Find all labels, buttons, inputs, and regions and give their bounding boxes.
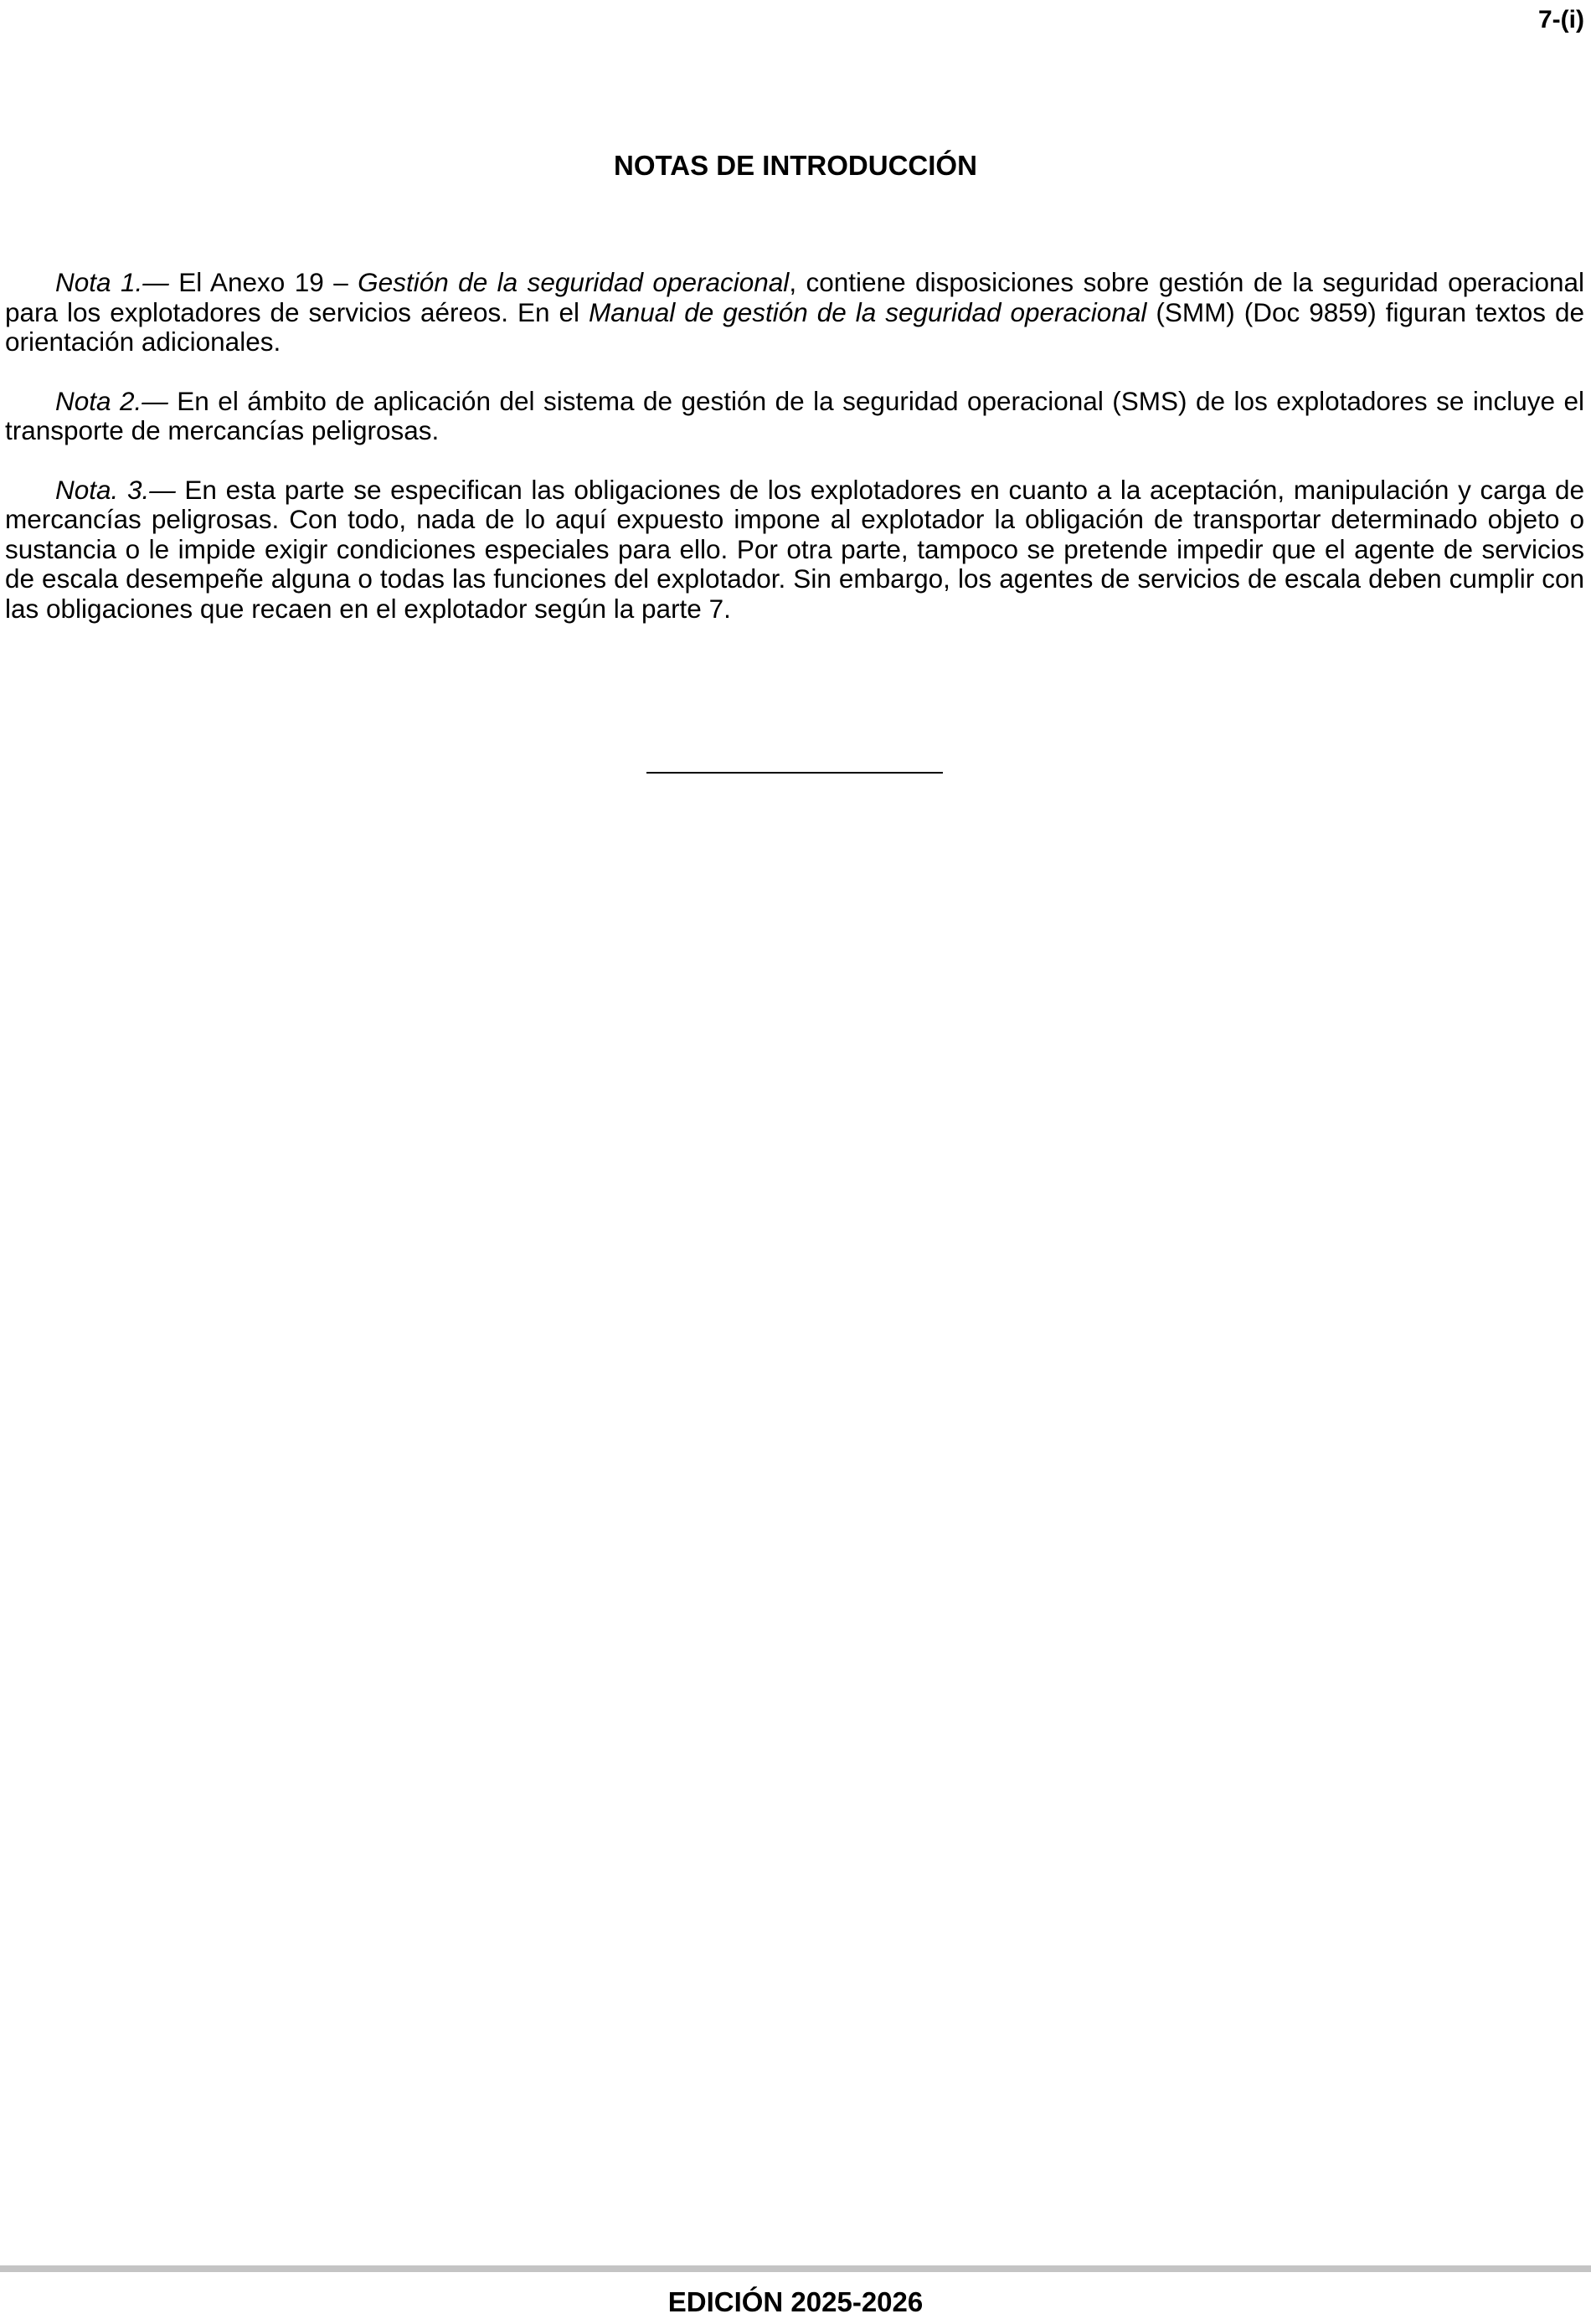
page-title: NOTAS DE INTRODUCCIÓN (614, 150, 977, 181)
footer-edition: EDICIÓN 2025-2026 (667, 2286, 924, 2317)
note-1 (5, 268, 1584, 357)
note-3 (5, 476, 1584, 625)
note-1-italic-manual-title: Manual de gestión de la seguridad operacional (588, 296, 1147, 327)
note-1-label: Nota 1.— (55, 267, 169, 297)
note-1-text-2: , contiene disposiciones sobre gestión de la seguridad operacional para los explotadores de servicios aéreos. En el (5, 267, 1585, 327)
note-3-text: En esta parte se especifican las obligaciones de los explotadores en cuanto a la aceptación, manipulación y carga de mercancías peligrosas. Con todo, nada de lo aquí expuesto impone al explotador la obligación de transportar determinado objeto o sustancia o le impide exigir condiciones especiales para ello. Por otra parte, tampoco se pretende impedir que el agente de servicios de escala desempeñe alguna o todas las funciones del explotador. Sin embargo, los agentes de servicios de escala deben cumplir con las obligaciones que recaen en el explotador según la parte 7. (5, 474, 1584, 624)
note-2 (5, 387, 1584, 446)
note-1-text-3: (SMM) (Doc 9859) figuran textos de orientación adicionales. (5, 296, 1585, 357)
notes-section (5, 268, 1584, 653)
end-of-section-rule (646, 772, 943, 774)
note-2-text: En el ámbito de aplicación del sistema de gestión de la seguridad operacional (SMS) de los explotadores se incluye el transporte de mercancías peligrosas. (5, 385, 1584, 445)
page-number: 7-(i) (1538, 6, 1584, 33)
note-1-text-1: El Anexo 19 – (168, 267, 358, 297)
note-3-label: Nota. 3.— (55, 474, 176, 505)
note-1-italic-annex-title: Gestión de la seguridad operacional (358, 267, 790, 297)
footer-divider (0, 2265, 1591, 2272)
note-2-label: Nota 2.— (55, 385, 168, 416)
